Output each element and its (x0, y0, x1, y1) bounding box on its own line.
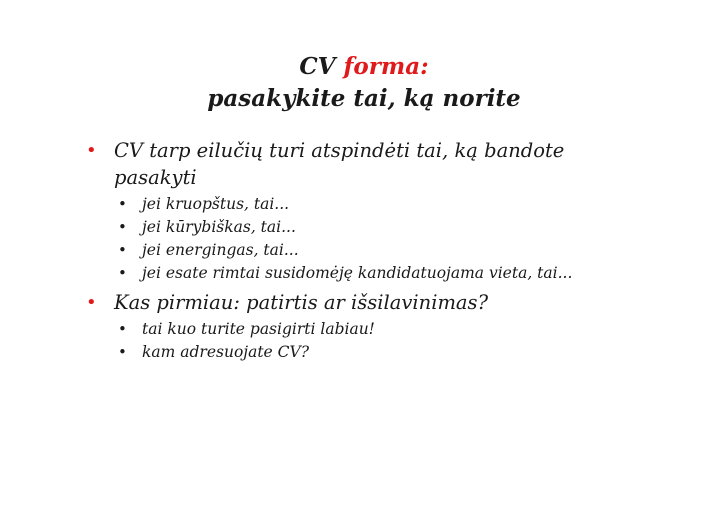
sub-bullet-icon: • (118, 320, 127, 338)
title-forma: forma: (343, 53, 429, 80)
sub-bullet-text: kam adresuojate CV? (142, 343, 310, 361)
sub-bullet-text: jei energingas, tai... (142, 241, 299, 259)
sub-bullet-icon: • (118, 264, 127, 282)
slide-title (0, 52, 728, 82)
slide-subtitle: pasakykite tai, ką norite (207, 85, 521, 112)
bullet-icon: • (86, 140, 97, 161)
bullet-text: CV tarp eilučių turi atspindėti tai, ką bandote pasakyti (114, 139, 565, 189)
bullet-list (0, 137, 728, 363)
sub-bullet-icon: • (118, 218, 127, 236)
sub-bullet-icon: • (118, 343, 127, 361)
sub-bullet-text: tai kuo turite pasigirti labiau! (142, 320, 375, 338)
bullet-text: Kas pirmiau: patirtis ar išsilavinimas? (114, 291, 489, 314)
sub-bullet-item (0, 342, 612, 363)
bullet-item (0, 289, 624, 316)
sub-bullet-icon: • (118, 195, 127, 213)
sub-bullet-text: jei esate rimtai susidomėję kandidatuojama vieta, tai... (142, 264, 573, 282)
sub-bullet-item (0, 194, 612, 215)
bullet-icon: • (86, 292, 97, 313)
sub-bullet-item (0, 240, 612, 261)
sub-bullet-icon: • (118, 241, 127, 259)
title-cv: CV (299, 53, 336, 80)
bullet-item (0, 137, 624, 191)
sub-bullet-item (0, 263, 612, 284)
sub-bullet-text: jei kruopštus, tai... (142, 195, 290, 213)
sub-bullet-text: jei kūrybiškas, tai... (142, 218, 296, 236)
sub-bullet-item (0, 217, 612, 238)
sub-bullet-item (0, 319, 612, 340)
